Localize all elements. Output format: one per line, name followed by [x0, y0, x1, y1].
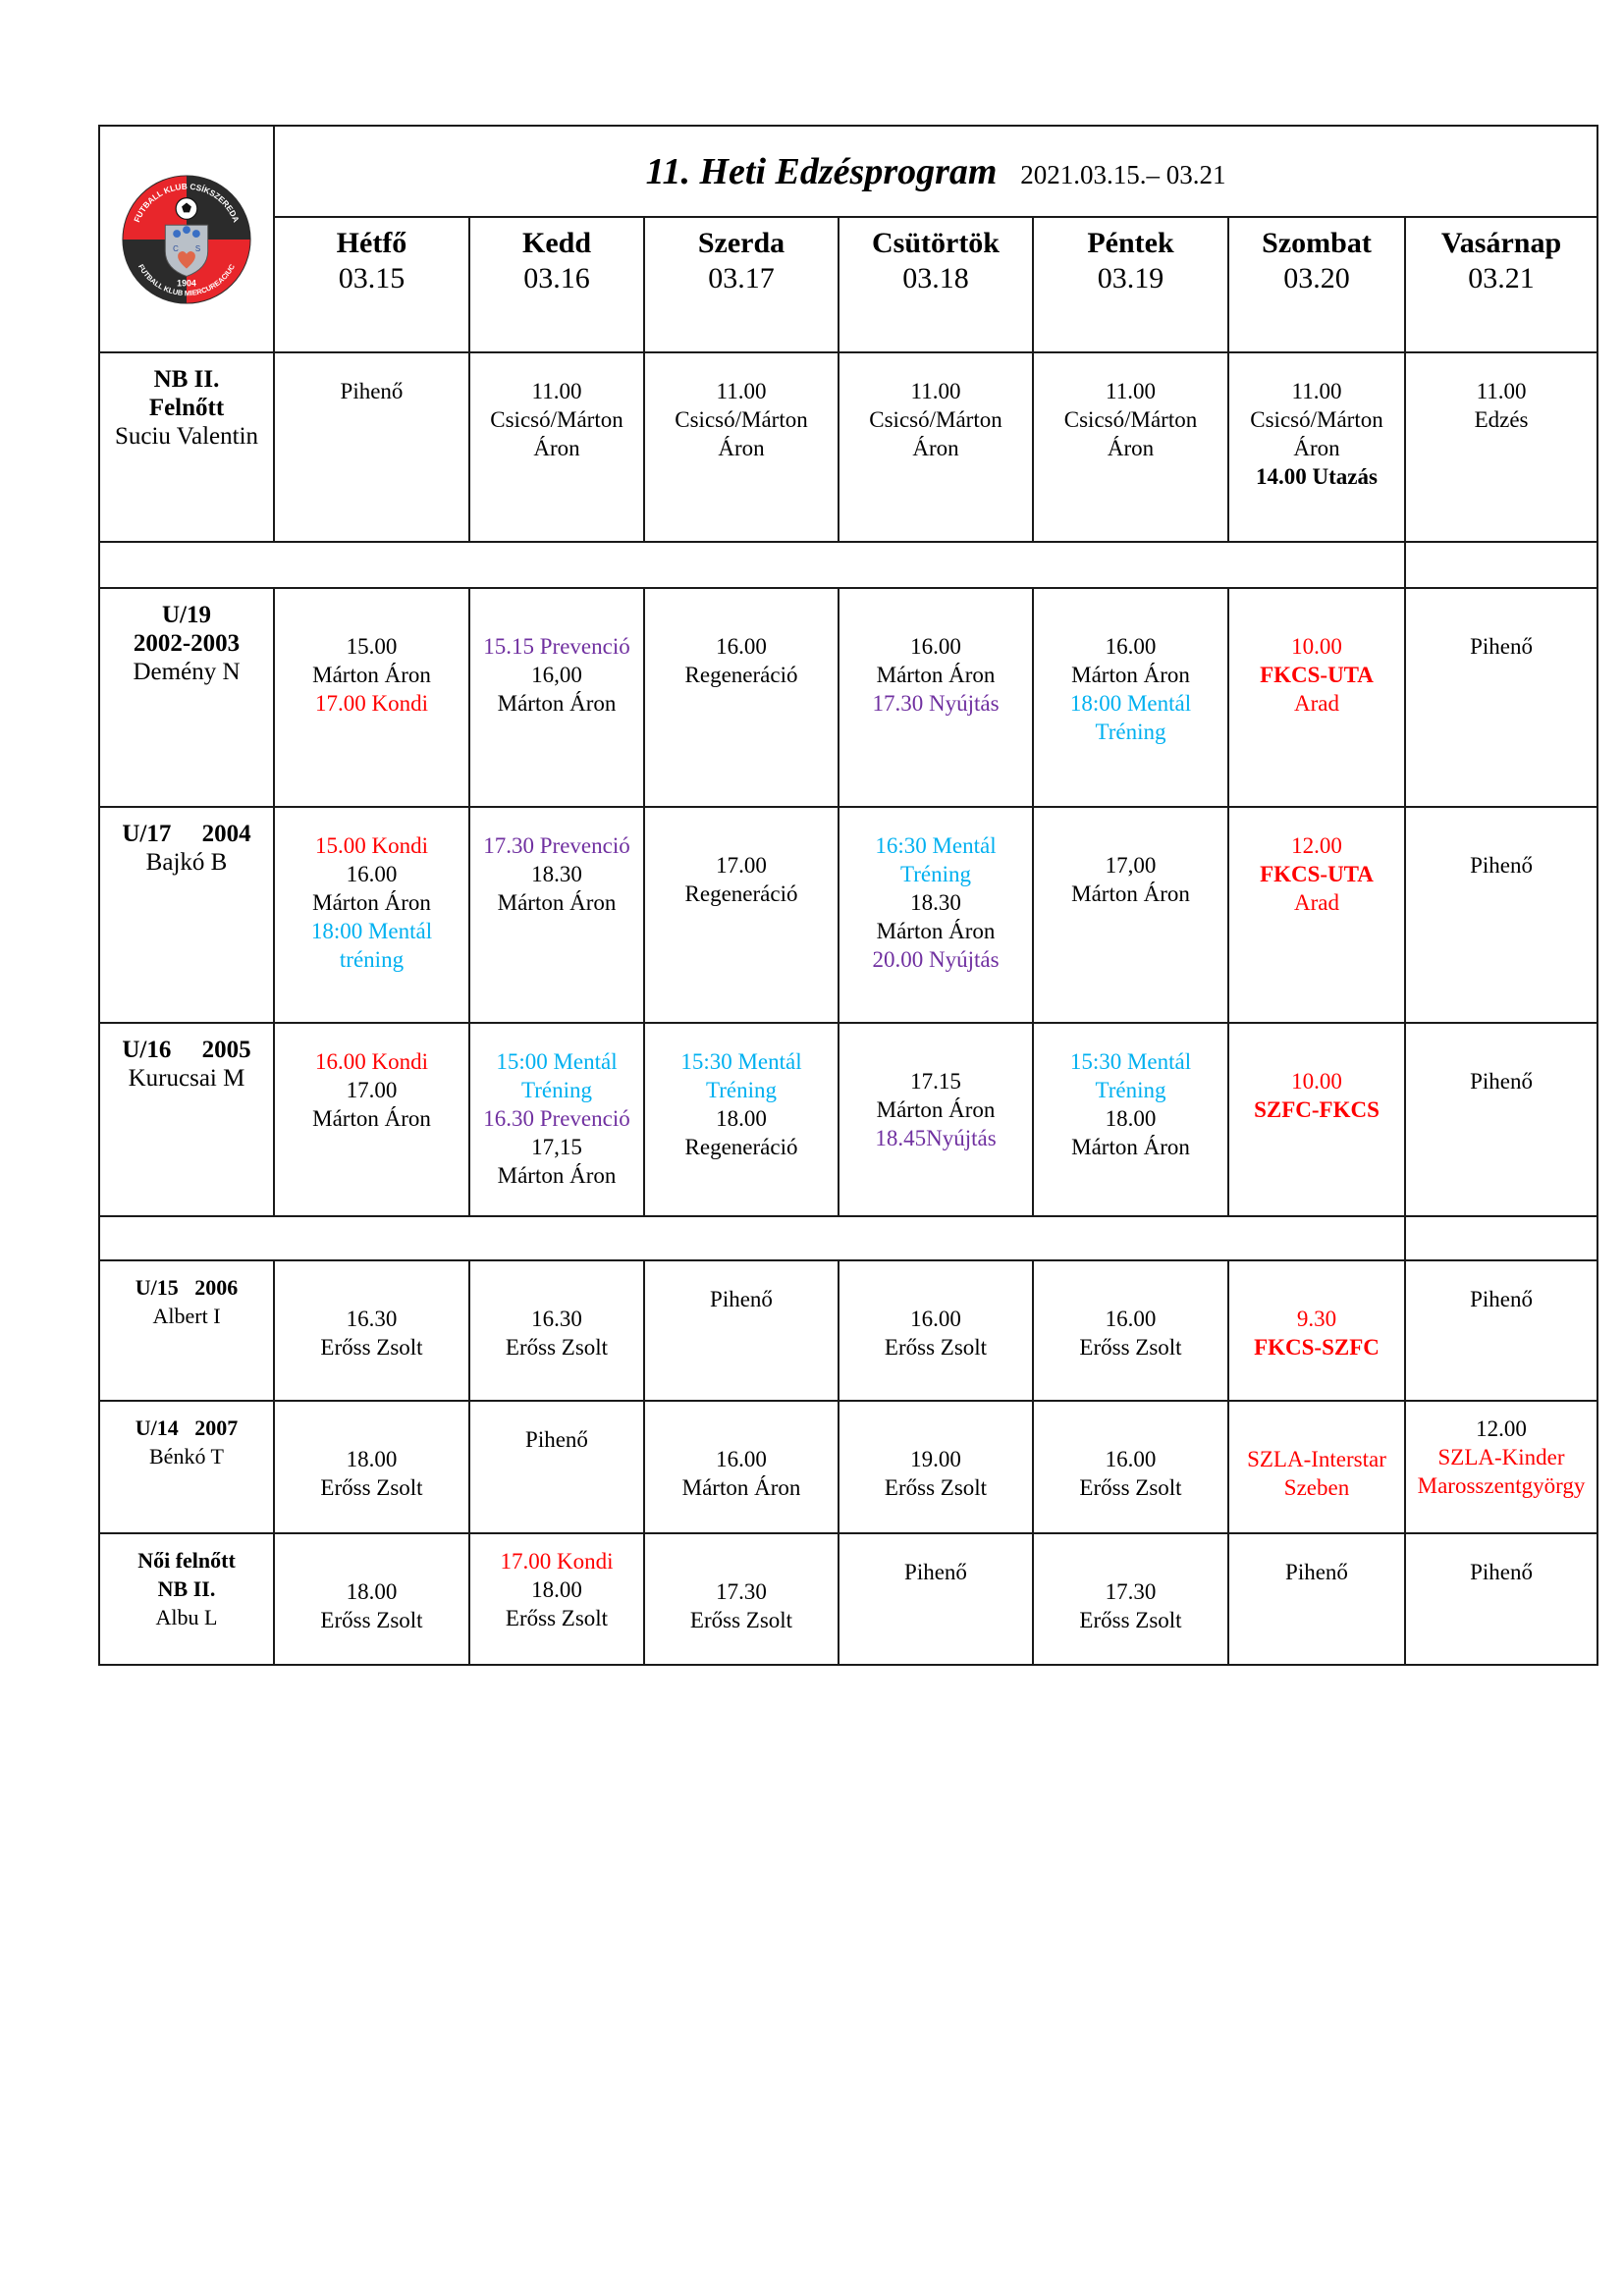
coach-name: Demény N [133, 659, 241, 685]
schedule-cell-monday [274, 1533, 469, 1665]
schedule-entry: SZLA-Interstar [1247, 1447, 1386, 1471]
schedule-cell-tuesday [469, 1401, 644, 1533]
team-row-u15 [99, 1260, 1597, 1401]
schedule-entry: 16.00 [910, 634, 961, 659]
schedule-entry: Erőss Zsolt [505, 1606, 609, 1630]
team-label-cell [99, 1533, 274, 1665]
schedule-cell-wednesday [644, 807, 839, 1023]
day-name: Péntek [1087, 227, 1174, 259]
schedule-entry: Erőss Zsolt [884, 1475, 988, 1500]
schedule-entry: 18.00 [346, 1579, 398, 1604]
schedule-cell-tuesday [469, 1533, 644, 1665]
day-header-saturday [1228, 217, 1405, 352]
schedule-cell-saturday [1228, 352, 1405, 542]
schedule-cell-friday [1033, 1260, 1228, 1401]
team-row-u14 [99, 1401, 1597, 1533]
schedule-cell-wednesday [644, 1401, 839, 1533]
schedule-cell-sunday [1405, 352, 1597, 542]
schedule-cell-sunday [1405, 1533, 1597, 1665]
svg-text:1904: 1904 [177, 277, 196, 288]
schedule-entry: Márton Áron [312, 663, 431, 687]
schedule-entry: FKCS-UTA [1260, 663, 1374, 687]
schedule-entry: 16.00 [1105, 634, 1157, 659]
schedule-entry: Tréning [1095, 720, 1166, 744]
coach-name: Albert I [152, 1304, 221, 1328]
team-name: NB II. [157, 1576, 216, 1601]
schedule-entry: Regeneráció [684, 881, 798, 906]
schedule-cell-friday [1033, 352, 1228, 542]
schedule-entry: 12.00 [1476, 1416, 1527, 1441]
schedule-cell-wednesday [644, 1260, 839, 1401]
schedule-entry: Márton Áron [1071, 881, 1190, 906]
schedule-entry: SZLA-Kinder [1437, 1445, 1565, 1469]
schedule-entry: 17,15 [531, 1135, 582, 1159]
schedule-cell-friday [1033, 1023, 1228, 1216]
schedule-entry: 14.00 Utazás [1256, 464, 1378, 489]
schedule-entry: SZFC-FKCS [1254, 1097, 1380, 1122]
title-row [99, 126, 1597, 217]
schedule-entry: 11.00 [1476, 379, 1527, 403]
schedule-cell-thursday [839, 588, 1033, 807]
schedule-entry: Csicsó/Márton [1063, 407, 1198, 432]
schedule-entry: 16.00 Kondi [315, 1049, 428, 1074]
spacer-cell [1405, 542, 1597, 588]
schedule-cell-wednesday [644, 352, 839, 542]
schedule-entry: Erőss Zsolt [1079, 1335, 1182, 1360]
day-header-monday [274, 217, 469, 352]
schedule-entry: Márton Áron [876, 663, 996, 687]
schedule-entry: 11.00 [531, 379, 582, 403]
schedule-entry: Pihenő [340, 379, 404, 403]
schedule-entry: 16.00 [1105, 1447, 1157, 1471]
team-label-cell [99, 1401, 274, 1533]
schedule-cell-friday [1033, 1401, 1228, 1533]
team-row-u17 [99, 807, 1597, 1023]
day-date: 03.19 [1097, 262, 1164, 294]
schedule-entry: Márton Áron [1071, 1135, 1190, 1159]
schedule-entry: 11.00 [1106, 379, 1156, 403]
schedule-cell-wednesday [644, 588, 839, 807]
svg-text:FUTBALL KLUB MIERCUREACIUC: FUTBALL KLUB MIERCUREACIUC [135, 262, 238, 297]
day-name: Csütörtök [871, 227, 1000, 259]
schedule-entry: Áron [1293, 436, 1340, 460]
schedule-entry: 17,00 [1105, 853, 1157, 878]
schedule-entry: Márton Áron [681, 1475, 801, 1500]
schedule-entry: 16.30 [346, 1307, 398, 1331]
schedule-entry: 18.00 [531, 1577, 582, 1602]
team-label-cell [99, 1260, 274, 1401]
schedule-entry: Márton Áron [312, 890, 431, 915]
schedule-entry: Pihenő [1470, 853, 1533, 878]
schedule-cell-thursday [839, 1023, 1033, 1216]
schedule-entry: Csicsó/Márton [675, 407, 808, 432]
day-name: Hétfő [336, 227, 407, 259]
schedule-entry: Áron [533, 436, 580, 460]
schedule-entry: 17.30 [1105, 1579, 1157, 1604]
schedule-entry: Pihenő [904, 1560, 967, 1584]
schedule-entry: Tréning [706, 1078, 777, 1102]
team-row-noi-felnott [99, 1533, 1597, 1665]
schedule-entry: 9.30 [1296, 1307, 1337, 1331]
spacer-row [99, 542, 1597, 588]
schedule-entry: Pihenő [1470, 1287, 1533, 1311]
schedule-entry: 18.30 [531, 862, 582, 886]
schedule-entry: Arad [1294, 890, 1339, 915]
schedule-cell-friday [1033, 807, 1228, 1023]
schedule-cell-thursday [839, 807, 1033, 1023]
day-date: 03.16 [523, 262, 590, 294]
schedule-entry: Tréning [1095, 1078, 1166, 1102]
schedule-entry: Tréning [521, 1078, 592, 1102]
schedule-entry: 20.00 Nyújtás [872, 947, 1000, 972]
schedule-entry: Márton Áron [1071, 663, 1190, 687]
schedule-entry: Pihenő [525, 1427, 588, 1452]
schedule-entry: Pihenő [710, 1287, 773, 1311]
schedule-entry: Tréning [900, 862, 971, 886]
coach-name: Suciu Valentin [114, 423, 259, 450]
schedule-entry: 16.00 [716, 1447, 767, 1471]
coach-name: Bénkó T [149, 1444, 224, 1468]
schedule-entry: 17.00 [716, 853, 767, 878]
schedule-cell-monday [274, 1023, 469, 1216]
schedule-entry: Erőss Zsolt [884, 1335, 988, 1360]
schedule-entry: Edzés [1474, 407, 1529, 432]
schedule-entry: 18:00 Mentál [1069, 691, 1192, 716]
schedule-entry: 11.00 [1291, 379, 1342, 403]
schedule-entry: Márton Áron [497, 691, 617, 716]
schedule-entry: FKCS-SZFC [1254, 1335, 1380, 1360]
schedule-entry: Márton Áron [497, 1163, 617, 1188]
schedule-entry: 16.00 [716, 634, 767, 659]
day-name: Szombat [1262, 227, 1372, 259]
schedule-cell-friday [1033, 588, 1228, 807]
schedule-entry: Marosszentgyörgy [1417, 1473, 1586, 1498]
schedule-cell-tuesday [469, 807, 644, 1023]
schedule-cell-sunday [1405, 807, 1597, 1023]
schedule-entry: Pihenő [1470, 1560, 1533, 1584]
schedule-entry: 15.00 Kondi [315, 833, 428, 858]
schedule-cell-monday [274, 1260, 469, 1401]
team-name: U/17 2004 [122, 821, 251, 847]
schedule-entry: 10.00 [1291, 1069, 1342, 1094]
schedule-entry: 19.00 [910, 1447, 961, 1471]
schedule-entry: Regeneráció [684, 1135, 798, 1159]
day-header-tuesday [469, 217, 644, 352]
team-name: NB II. [153, 366, 220, 393]
schedule-entry: Erőss Zsolt [689, 1608, 793, 1632]
day-header-sunday [1405, 217, 1597, 352]
team-row-u19 [99, 588, 1597, 807]
schedule-cell-wednesday [644, 1023, 839, 1216]
team-row-nb2-felnott [99, 352, 1597, 542]
schedule-entry: Erőss Zsolt [320, 1475, 423, 1500]
day-date: 03.17 [708, 262, 775, 294]
day-date: 03.21 [1468, 262, 1535, 294]
schedule-cell-thursday [839, 1260, 1033, 1401]
schedule-entry: 17.00 [346, 1078, 398, 1102]
schedule-entry: Áron [1107, 436, 1155, 460]
spacer-cell [99, 542, 1405, 588]
schedule-entry: 18.30 [910, 890, 961, 915]
schedule-entry: 16,00 [531, 663, 582, 687]
day-header-wednesday [644, 217, 839, 352]
schedule-entry: Márton Áron [876, 919, 996, 943]
team-label-cell [99, 807, 274, 1023]
team-name: 2002-2003 [133, 630, 241, 657]
schedule-entry: Csicsó/Márton [1250, 407, 1383, 432]
schedule-cell-sunday [1405, 588, 1597, 807]
schedule-entry: 18:00 Mentál [310, 919, 433, 943]
logo-cell [99, 126, 274, 352]
day-header-row [99, 217, 1597, 352]
title-cell [274, 126, 1597, 217]
schedule-cell-monday [274, 1401, 469, 1533]
schedule-entry: 16.30 [531, 1307, 582, 1331]
team-name: Női felnőtt [137, 1548, 236, 1573]
schedule-entry: 17.15 [910, 1069, 961, 1094]
schedule-entry: Csicsó/Márton [869, 407, 1002, 432]
schedule-cell-wednesday [644, 1533, 839, 1665]
schedule-cell-tuesday [469, 1023, 644, 1216]
schedule-cell-tuesday [469, 352, 644, 542]
day-header-thursday [839, 217, 1033, 352]
coach-name: Albu L [155, 1605, 218, 1629]
team-name: U/16 2005 [122, 1037, 251, 1063]
schedule-cell-tuesday [469, 1260, 644, 1401]
schedule-cell-monday [274, 588, 469, 807]
schedule-entry: Pihenő [1285, 1560, 1348, 1584]
schedule-entry: Erőss Zsolt [320, 1608, 423, 1632]
schedule-entry: Pihenő [1470, 634, 1533, 659]
schedule-cell-friday [1033, 1533, 1228, 1665]
page-title: 11. Heti Edzésprogram [645, 151, 998, 192]
schedule-cell-saturday [1228, 1260, 1405, 1401]
day-date: 03.15 [338, 262, 406, 294]
schedule-entry: 15.00 [346, 634, 398, 659]
schedule-entry: 15:30 Mentál [680, 1049, 802, 1074]
schedule-entry: Áron [718, 436, 765, 460]
schedule-entry: Csicsó/Márton [490, 407, 623, 432]
schedule-entry: Erőss Zsolt [320, 1335, 423, 1360]
schedule-cell-tuesday [469, 588, 644, 807]
team-label-cell [99, 352, 274, 542]
svg-text:FUTBALL KLUB CSÍKSZEREDA: FUTBALL KLUB CSÍKSZEREDA [132, 181, 242, 224]
team-name: U/15 2006 [135, 1275, 239, 1300]
date-range: 2021.03.15.– 03.21 [1020, 160, 1226, 189]
spacer-cell [99, 1216, 1405, 1260]
schedule-entry: 17.30 Nyújtás [872, 691, 1000, 716]
team-name: U/14 2007 [135, 1415, 239, 1440]
schedule-entry: 11.00 [716, 379, 767, 403]
team-name: Felnőtt [148, 395, 225, 421]
spacer-row [99, 1216, 1597, 1260]
team-label-cell [99, 1023, 274, 1216]
schedule-entry: 16.00 [910, 1307, 961, 1331]
team-name: U/19 [162, 602, 211, 628]
schedule-entry: Márton Áron [876, 1097, 996, 1122]
schedule-cell-thursday [839, 1533, 1033, 1665]
schedule-cell-sunday [1405, 1023, 1597, 1216]
schedule-cell-monday [274, 352, 469, 542]
day-date: 03.20 [1283, 262, 1350, 294]
schedule-entry: 11.00 [910, 379, 961, 403]
schedule-entry: 15:00 Mentál [496, 1049, 618, 1074]
schedule-cell-monday [274, 807, 469, 1023]
team-row-u16 [99, 1023, 1597, 1216]
schedule-entry: 17.00 Kondi [315, 691, 428, 716]
schedule-entry: Pihenő [1470, 1069, 1533, 1094]
team-label-cell [99, 588, 274, 807]
schedule-cell-thursday [839, 352, 1033, 542]
schedule-entry: Erőss Zsolt [505, 1335, 609, 1360]
schedule-entry: Márton Áron [312, 1106, 431, 1131]
club-crest-logo-icon [119, 172, 254, 307]
day-name: Vasárnap [1440, 227, 1562, 259]
schedule-cell-saturday [1228, 588, 1405, 807]
schedule-entry: Erőss Zsolt [1079, 1475, 1182, 1500]
schedule-entry: FKCS-UTA [1260, 862, 1374, 886]
coach-name: Bajkó B [145, 849, 228, 876]
day-name: Szerda [697, 227, 785, 259]
svg-text:C: C [173, 243, 179, 253]
schedule-entry: 18.00 [346, 1447, 398, 1471]
schedule-entry: 18.00 [1105, 1106, 1157, 1131]
svg-text:S: S [194, 243, 201, 253]
schedule-entry: 16.00 [1105, 1307, 1157, 1331]
schedule-entry: Arad [1294, 691, 1339, 716]
schedule-entry: 10.00 [1291, 634, 1342, 659]
coach-name: Kurucsai M [128, 1065, 245, 1092]
schedule-entry: 15:30 Mentál [1069, 1049, 1192, 1074]
schedule-entry: Márton Áron [497, 890, 617, 915]
schedule-cell-saturday [1228, 807, 1405, 1023]
weekly-training-schedule-table [98, 125, 1598, 1666]
schedule-entry: 18.00 [716, 1106, 767, 1131]
schedule-cell-saturday [1228, 1023, 1405, 1216]
schedule-entry: 17.30 [716, 1579, 767, 1604]
schedule-entry: Regeneráció [684, 663, 798, 687]
schedule-cell-saturday [1228, 1401, 1405, 1533]
day-header-friday [1033, 217, 1228, 352]
schedule-entry: 16.30 Prevenció [483, 1106, 630, 1131]
schedule-entry: 18.45Nyújtás [875, 1126, 997, 1150]
schedule-entry: 16.00 [346, 862, 398, 886]
schedule-entry: 16:30 Mentál [875, 833, 997, 858]
schedule-entry: tréning [339, 947, 405, 972]
schedule-cell-sunday [1405, 1401, 1597, 1533]
day-date: 03.18 [902, 262, 969, 294]
spacer-cell [1405, 1216, 1597, 1260]
schedule-entry: 17.00 Kondi [500, 1549, 614, 1574]
schedule-entry: 12.00 [1291, 833, 1342, 858]
schedule-cell-thursday [839, 1401, 1033, 1533]
schedule-entry: Áron [912, 436, 959, 460]
schedule-entry: Erőss Zsolt [1079, 1608, 1182, 1632]
schedule-entry: 15.15 Prevenció [483, 634, 630, 659]
schedule-cell-sunday [1405, 1260, 1597, 1401]
schedule-cell-saturday [1228, 1533, 1405, 1665]
schedule-entry: Szeben [1283, 1475, 1350, 1500]
day-name: Kedd [521, 227, 592, 259]
schedule-entry: 17.30 Prevenció [483, 833, 630, 858]
